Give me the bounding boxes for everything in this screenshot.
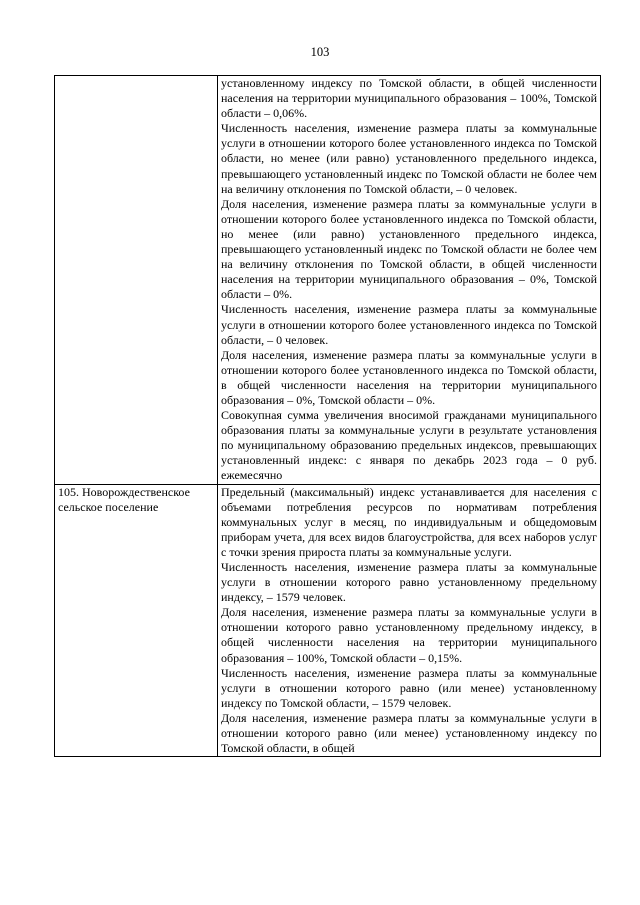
paragraph: Численность населения, изменение размера платы за коммунальные услуги в отношении которого более установленного индекса по Томской области, – 0 человек. (221, 302, 597, 347)
page-number: 103 (310, 45, 330, 59)
paragraph: Доля населения, изменение размера платы за коммунальные услуги в отношении которого более установленного индекса по Томской области, в общей численности населения на территории муниципального образования – 0%, Томской области – 0%. (221, 347, 597, 407)
paragraph: Численность населения, изменение размера платы за коммунальные услуги в отношении которого более установленного индекса по Томской области, но менее (или равно) установленного предельного индекса, превышающего установленный индекс по Томской области не более чем на величину отклонения по Томской области, – 0 человек. (221, 121, 597, 196)
document-table (54, 75, 601, 757)
paragraph: Численность населения, изменение размера платы за коммунальные услуги в отношении которого равно установленному предельному индексу, – 1579 человек. (221, 560, 597, 605)
paragraph: Предельный (максимальный) индекс устанавливается для населения с объемами потребления ресурсов по нормативам потребления коммунальных услуг в месяц, по индивидуальным и общедомовым приборам учета, для всех видов благоустройства, для всех наборов услуг с точки зрения прироста платы за коммунальные услуги. (221, 484, 597, 559)
paragraph: Доля населения, изменение размера платы за коммунальные услуги в отношении которого равно установленному предельному индексу, в общей численности населения на территории муниципального образования – 100%, Томской области – 0,15%. (221, 605, 597, 665)
indicator-text-cell (218, 484, 601, 757)
paragraph: Доля населения, изменение размера платы за коммунальные услуги в отношении которого равно (или менее) установленному индексу по Томской области, в общей (221, 710, 597, 756)
municipality-name-cell: 105. Новорождественское сельское поселение (55, 484, 218, 757)
paragraph: Численность населения, изменение размера платы за коммунальные услуги в отношении которого равно (или менее) установленному индексу по Томской области, – 1579 человек. (221, 665, 597, 710)
table-row (55, 484, 601, 757)
municipality-name-cell (55, 76, 218, 485)
indicator-text-cell (218, 76, 601, 485)
paragraph: Совокупная сумма увеличения вносимой гражданами муниципального образования платы за коммунальные услуги в результате установления по муниципальному образованию предельных индексов, превышающих установленный индекс: с января по декабрь 2023 года – 0 руб. ежемесячно (221, 408, 597, 483)
paragraph: установленному индексу по Томской области, в общей численности населения на территории муниципального образования – 100%, Томской области – 0,06%. (221, 76, 597, 121)
table-row (55, 76, 601, 485)
paragraph: Доля населения, изменение размера платы за коммунальные услуги в отношении которого более установленного индекса по Томской области, но менее (или равно) установленного предельного индекса, превышающего установленный индекс по Томской области не более чем на величину отклонения по Томской области, в общей численности населения на территории муниципального образования – 0%, Томской области – 0%. (221, 196, 597, 302)
